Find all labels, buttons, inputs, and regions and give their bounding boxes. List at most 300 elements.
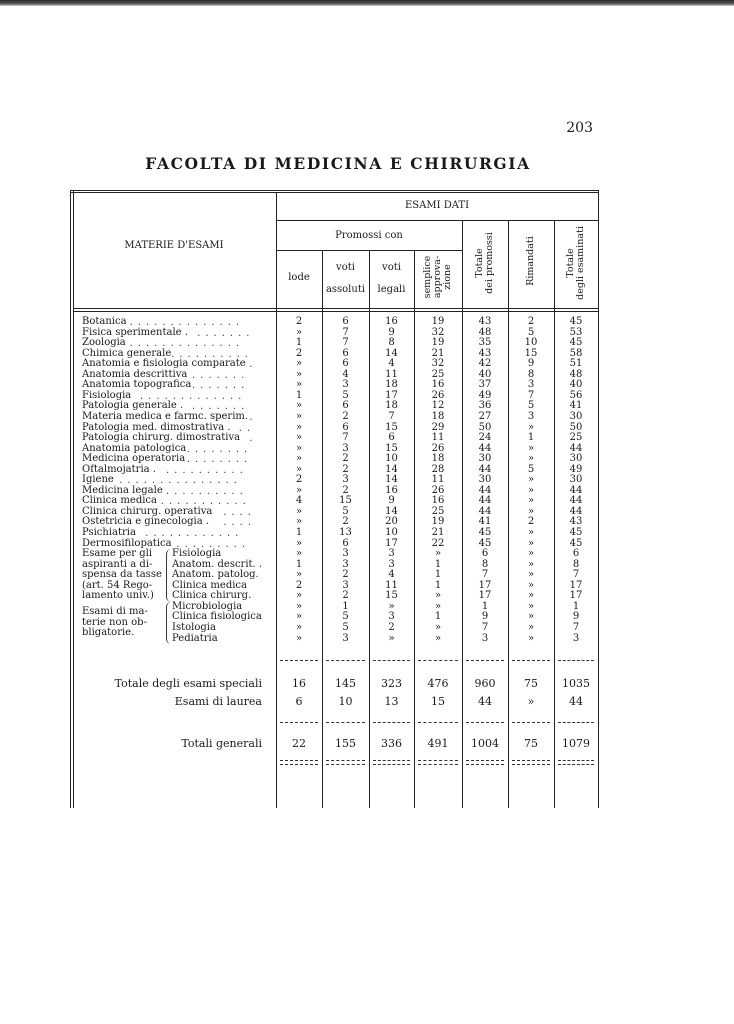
totals-rule [280, 660, 318, 661]
table-cell-ass: 6 [342, 358, 349, 370]
table-cell-leg: 15 [385, 590, 398, 602]
header-voti-assoluti-2: assoluti [325, 284, 366, 295]
table-cell-tot: 8 [481, 558, 489, 570]
table-cell-ass: 7 [342, 337, 349, 349]
table-cell-leg: 6 [388, 432, 395, 444]
totals-cell-sem: 476 [427, 677, 449, 690]
row-subject: Fisica sperimentale . [82, 326, 188, 338]
table-cell-sem: 26 [431, 389, 445, 401]
table-cell-leg: 3 [388, 548, 395, 560]
header-esami-dati: ESAMI DATI [404, 200, 470, 211]
row-subject: Patologia generale . [82, 400, 184, 412]
table-cell-lode: » [295, 600, 303, 612]
row-subject: Pediatria [172, 632, 218, 644]
table-cell-leg: 14 [385, 463, 398, 475]
totals-rule [558, 764, 594, 765]
totals-label: Esami di laurea [174, 695, 262, 708]
totals-rule [558, 660, 594, 661]
totals-cell-lode: 16 [292, 677, 306, 690]
table-cell-esa: 1 [572, 600, 580, 612]
table-cell-sem: » [434, 600, 442, 612]
table-cell-tot: 43 [478, 347, 492, 359]
totals-rule [418, 722, 458, 723]
header-voti-assoluti-1: voti [336, 262, 355, 273]
table-cell-esa: 8 [572, 558, 580, 570]
table-cell-esa: 17 [569, 590, 583, 602]
table-cell-leg: 11 [385, 368, 398, 380]
table-cell-tot: 45 [478, 527, 492, 538]
table-cell-ass: 5 [342, 389, 349, 401]
header-semplice-line: semplice [422, 255, 433, 299]
table-cell-rim: » [527, 548, 535, 560]
header-totale-promossi [475, 223, 495, 303]
table-cell-lode: » [295, 368, 303, 380]
table-cell-sem: 1 [434, 558, 442, 570]
table-cell-rim: » [527, 590, 535, 602]
table-cell-ass: 3 [342, 474, 349, 486]
totals-rule [373, 760, 410, 761]
table-cell-tot: 44 [478, 505, 492, 517]
header-semplice-line: approva- [432, 255, 443, 299]
group-label-facoltative: bligatorie. [82, 627, 135, 639]
table-cell-leg: 2 [388, 621, 395, 633]
leader-dots: .......... [166, 464, 248, 476]
table-cell-sem: 32 [431, 326, 445, 338]
table-cell-esa: 44 [569, 495, 583, 507]
totals-rule [280, 760, 318, 761]
table-cell-sem: 32 [431, 358, 445, 370]
totals-rule [326, 764, 365, 765]
table-cell-lode: 2 [295, 579, 303, 591]
table-cell-tot: 7 [481, 569, 489, 581]
table-cell-lode: » [295, 484, 303, 496]
table-cell-esa: 41 [569, 400, 583, 412]
table-cell-esa: 44 [569, 442, 583, 454]
totals-rule [466, 660, 504, 661]
header-semplice [423, 237, 453, 317]
table-cell-lode: 2 [295, 474, 303, 486]
leader-dots: ....... [192, 380, 250, 392]
table-cell-sem: » [434, 632, 442, 644]
table-cell-rim: » [527, 600, 535, 612]
table-cell-tot: 35 [478, 337, 492, 349]
row-subject: Patologia chirurg. dimostrativa [82, 432, 241, 444]
table-cell-sem: 26 [431, 442, 445, 454]
table-cell-leg: 14 [385, 505, 398, 517]
totals-rule [558, 722, 594, 723]
table-cell-rim: » [527, 474, 535, 486]
table-cell-tot: 9 [481, 611, 489, 623]
table-cell-sem: 16 [431, 379, 445, 391]
table-cell-esa: 40 [569, 379, 583, 391]
leader-dots: .............. [129, 338, 245, 350]
row-subject: Chimica generale [82, 347, 172, 359]
totals-cell-tot: 960 [474, 677, 496, 690]
table-cell-sem: 18 [431, 410, 445, 422]
totals-rule [373, 764, 410, 765]
group-label-aspiranti: lamento univ.) [82, 590, 154, 602]
totals-rule [373, 660, 410, 661]
table-cell-ass: 3 [342, 442, 349, 454]
table-cell-lode: » [295, 537, 303, 549]
table-cell-leg: 11 [385, 579, 398, 591]
table-cell-lode: » [295, 379, 303, 391]
table-cell-esa: 48 [569, 368, 583, 380]
table-cell-leg: 3 [388, 611, 395, 623]
table-cell-sem: 11 [431, 474, 445, 486]
table-cell-leg: 14 [385, 347, 398, 359]
table-cell-rim: » [527, 421, 535, 433]
table-cell-sem: 12 [431, 400, 445, 412]
table-cell-ass: 4 [342, 368, 349, 380]
table-cell-rim: » [527, 442, 535, 454]
table-cell-leg: 16 [385, 484, 398, 496]
table-cell-lode: 2 [295, 347, 303, 359]
table-cell-ass: 6 [342, 421, 349, 433]
table-cell-lode: » [295, 358, 303, 370]
leader-dots: .... [223, 517, 256, 529]
group-label-aspiranti: aspiranti a di- [82, 558, 153, 570]
table-cell-lode: » [295, 632, 303, 644]
leader-dots: .... [223, 506, 256, 518]
brace-aspiranti [166, 549, 171, 602]
leader-dots: . [249, 411, 258, 423]
row-subject: Anatomia e fisiologia comparate [82, 358, 246, 370]
table-cell-esa: 53 [569, 326, 583, 338]
table-cell-rim: » [527, 495, 535, 507]
totals-cell-tot: 44 [478, 695, 492, 708]
row-subject: Botanica [82, 316, 127, 327]
row-subject: Fisiologia [82, 389, 132, 401]
table-cell-esa: 45 [569, 316, 583, 327]
header-rule-esami [276, 220, 598, 221]
table-cell-ass: 3 [342, 558, 349, 570]
table-cell-leg: 10 [385, 453, 398, 465]
table-cell-ass: 6 [342, 537, 349, 549]
leader-dots: .......... [166, 485, 248, 497]
table-cell-lode: » [295, 516, 303, 528]
table-cell-ass: 6 [342, 347, 349, 359]
row-subject: Anatomia descrittiva [82, 368, 188, 380]
table-cell-sem: 1 [434, 569, 442, 581]
scan-top-edge [0, 0, 734, 6]
totals-rule [512, 722, 550, 723]
table-top-border-double [70, 192, 599, 193]
table-cell-ass: 2 [342, 484, 349, 496]
table-cell-leg: 8 [388, 337, 395, 349]
row-subject: Clinica fisiologica [172, 611, 262, 623]
table-cell-tot: 7 [481, 621, 489, 633]
table-cell-leg: 4 [388, 569, 395, 581]
table-cell-tot: 44 [478, 495, 492, 507]
table-cell-ass: 13 [339, 527, 352, 538]
table-cell-tot: 43 [478, 316, 492, 327]
table-cell-tot: 6 [481, 548, 489, 560]
group-label-aspiranti: spensa da tasse [82, 569, 162, 581]
table-cell-esa: 25 [569, 432, 583, 444]
table-cell-rim: » [527, 569, 535, 581]
row-subject: Medicina legale [82, 484, 163, 496]
table-cell-rim: 5 [527, 400, 535, 412]
table-cell-leg: 18 [385, 400, 398, 412]
table-cell-rim: » [527, 537, 535, 549]
table-cell-rim: » [527, 558, 535, 570]
totals-cell-leg: 336 [381, 737, 402, 750]
table-cell-rim: 8 [527, 368, 535, 380]
table-cell-lode: » [295, 421, 303, 433]
table-cell-esa: 30 [569, 474, 583, 486]
table-cell-ass: 2 [342, 453, 349, 465]
table-cell-esa: 56 [569, 389, 583, 401]
totals-rule [512, 760, 550, 761]
header-rimandati-line: Rimandati [525, 236, 536, 286]
page-number: 203 [566, 120, 593, 136]
table-cell-tot: 45 [478, 537, 492, 549]
table-cell-tot: 49 [478, 389, 492, 401]
totals-rule [466, 722, 504, 723]
table-cell-ass: 5 [342, 621, 349, 633]
totals-cell-leg: 323 [381, 677, 402, 690]
table-cell-ass: 5 [342, 505, 349, 517]
table-cell-tot: 3 [481, 632, 489, 644]
table-cell-sem: 1 [434, 611, 442, 623]
totals-cell-esa: 44 [569, 695, 583, 708]
table-cell-sem: 21 [431, 527, 445, 538]
table-cell-leg: 18 [385, 379, 398, 391]
leader-dots: ............ [145, 528, 244, 539]
table-cell-lode: » [295, 442, 303, 454]
table-cell-rim: » [527, 484, 535, 496]
totals-rule [280, 764, 318, 765]
table-cell-leg: » [388, 632, 395, 644]
table-cell-rim: » [527, 453, 535, 465]
header-rimandati [526, 221, 536, 301]
totals-rule [512, 764, 550, 765]
totals-cell-lode: 22 [292, 737, 306, 750]
table-cell-sem: 22 [431, 537, 445, 549]
table-cell-sem: 11 [431, 432, 445, 444]
table-cell-esa: 43 [569, 516, 583, 528]
totals-cell-rim: 75 [524, 677, 538, 690]
totals-cell-rim: 75 [524, 737, 538, 750]
table-cell-leg: 15 [385, 442, 398, 454]
header-totale-promossi-line: dei promossi [484, 232, 495, 294]
row-subject: Clinica chirurg. [172, 590, 252, 602]
table-cell-sem: » [434, 590, 442, 602]
table-cell-esa: 58 [569, 347, 583, 359]
table-cell-ass: 3 [342, 548, 349, 560]
table-cell-rim: 9 [527, 358, 535, 370]
table-cell-rim: » [527, 579, 535, 591]
table-cell-ass: 2 [342, 590, 349, 602]
table-cell-rim: » [527, 611, 535, 623]
leader-dots: ........ [186, 443, 253, 455]
table-cell-tot: 50 [478, 421, 492, 433]
table-cell-esa: 50 [569, 421, 583, 433]
row-subject: Ostetricia e ginecologia . [82, 516, 210, 528]
table-cell-rim: » [527, 621, 535, 633]
row-subject: Zoologia [82, 337, 126, 349]
table-cell-lode: » [295, 611, 303, 623]
brace-facoltative [166, 602, 171, 644]
table-cell-leg: 10 [385, 527, 398, 538]
table-cell-esa: 3 [572, 632, 580, 644]
table-cell-esa: 44 [569, 484, 583, 496]
table-cell-esa: 9 [572, 611, 580, 623]
table-cell-tot: 44 [478, 442, 492, 454]
leader-dots: ....... [192, 401, 250, 413]
header-totale-esaminati-line: Totale [565, 248, 576, 278]
table-cell-leg: 20 [385, 516, 398, 528]
table-left-border-inner [73, 190, 74, 808]
header-totale-esaminati [566, 223, 586, 303]
table-cell-esa: 49 [569, 463, 583, 475]
table-cell-sem: 29 [431, 421, 445, 433]
row-subject: Anatom. patolog. [172, 569, 259, 581]
group-label-facoltative: terie non ob- [82, 616, 147, 628]
table-cell-rim: 2 [527, 516, 535, 528]
table-cell-ass: 2 [342, 516, 349, 528]
header-voti-legali-1: voti [382, 262, 401, 273]
row-subject: Fisiologia [172, 548, 222, 560]
table-cell-lode: » [295, 400, 303, 412]
row-subject: Anatomia topografica [82, 379, 192, 391]
table-cell-lode: 1 [295, 527, 303, 538]
table-cell-tot: 40 [478, 368, 492, 380]
table-cell-lode: » [295, 505, 303, 517]
totals-cell-ass: 10 [338, 695, 353, 708]
table-cell-rim: » [527, 505, 535, 517]
table-cell-sem: 19 [431, 337, 445, 349]
table-cell-ass: 1 [342, 600, 349, 612]
totals-rule [373, 722, 410, 723]
totals-cell-sem: 491 [427, 737, 449, 750]
table-cell-ass: 6 [342, 400, 349, 412]
table-cell-esa: 45 [569, 527, 583, 538]
row-subject: Dermosifilopatica [82, 537, 172, 549]
table-cell-rim: 15 [524, 347, 538, 359]
table-cell-sem: 19 [431, 516, 445, 528]
row-subject: Clinica medica [172, 579, 247, 591]
table-cell-lode: » [295, 590, 303, 602]
table-cell-ass: 5 [342, 611, 349, 623]
totals-rule [418, 764, 458, 765]
leader-dots: .......... [171, 348, 253, 360]
table-cell-sem: 1 [434, 579, 442, 591]
table-cell-lode: » [295, 410, 303, 422]
table-cell-leg: 7 [388, 410, 395, 422]
table-cell-rim: 5 [527, 326, 535, 338]
table-cell-rim: 7 [527, 389, 535, 401]
table-cell-leg: 4 [388, 358, 395, 370]
group-label-aspiranti: (art. 54 Rego- [82, 579, 153, 591]
page-title: FACOLTA DI MEDICINA E CHIRURGIA [145, 154, 531, 173]
table-cell-tot: 1 [481, 600, 489, 612]
table-cell-esa: 51 [569, 358, 583, 370]
leader-dots: . [249, 433, 258, 445]
table-cell-tot: 44 [478, 484, 492, 496]
table-cell-leg: 3 [388, 558, 395, 570]
table-cell-tot: 30 [478, 453, 492, 465]
table-cell-tot: 36 [478, 400, 492, 412]
totals-rule [466, 760, 504, 761]
row-subject: Microbiologia [172, 600, 243, 612]
row-subject: Medicina operatoria [82, 453, 186, 465]
row-subject: Anatomia patologica [82, 442, 187, 454]
totals-cell-esa: 1079 [562, 737, 590, 750]
row-subject: Clinica medica [82, 495, 157, 507]
table-cell-sem: 16 [431, 495, 445, 507]
totals-label: Totali generali [181, 737, 262, 750]
table-cell-leg: 9 [388, 326, 395, 338]
row-subject: Anatom. descrit. . [172, 558, 263, 570]
table-cell-rim: » [527, 527, 535, 538]
table-cell-leg: » [388, 600, 395, 612]
totals-cell-leg: 13 [384, 695, 399, 708]
table-cell-leg: 14 [385, 474, 398, 486]
header-lode: lode [288, 272, 310, 283]
table-cell-tot: 30 [478, 474, 492, 486]
table-cell-rim: 3 [527, 410, 535, 422]
table-cell-tot: 24 [478, 432, 492, 444]
table-cell-sem: 28 [431, 463, 445, 475]
table-cell-ass: 2 [342, 463, 349, 475]
table-cell-esa: 17 [569, 579, 583, 591]
table-cell-leg: 9 [388, 495, 395, 507]
leader-dots: ........... [160, 496, 251, 508]
table-cell-sem: » [434, 621, 442, 633]
row-subject: Psichiatria [82, 527, 136, 538]
table-cell-sem: 25 [431, 368, 445, 380]
table-cell-esa: 30 [569, 453, 583, 465]
table-cell-tot: 17 [478, 579, 492, 591]
totals-cell-ass: 155 [335, 737, 356, 750]
table-cell-lode: » [295, 432, 303, 444]
totals-rule [512, 660, 550, 661]
table-cell-tot: 27 [478, 410, 492, 422]
table-right-border [598, 190, 599, 808]
table-cell-sem: » [434, 548, 442, 560]
totals-cell-tot: 1004 [471, 737, 499, 750]
totals-rule [466, 764, 504, 765]
row-subject: Clinica chirurg. operativa [82, 505, 213, 517]
header-voti-legali-2: legali [377, 284, 406, 295]
table-cell-lode: » [295, 548, 303, 560]
totals-rule [326, 660, 365, 661]
table-cell-rim: 10 [524, 337, 538, 349]
table-cell-lode: » [295, 569, 303, 581]
table-cell-rim: 3 [527, 379, 535, 391]
leader-dots: ....... [192, 369, 250, 381]
table-cell-esa: 6 [572, 548, 580, 560]
table-cell-ass: 2 [342, 569, 349, 581]
table-cell-rim: 2 [527, 316, 535, 327]
header-materie: MATERIE D'ESAMI [124, 240, 224, 251]
leader-dots: ............. [140, 390, 247, 402]
table-cell-esa: 7 [572, 621, 580, 633]
table-cell-sem: 18 [431, 453, 445, 465]
table-cell-sem: 21 [431, 347, 445, 359]
totals-rule [418, 660, 458, 661]
header-promossi-con: Promossi con [335, 230, 403, 241]
table-cell-ass: 15 [339, 495, 352, 507]
table-cell-lode: » [295, 621, 303, 633]
table-cell-leg: 15 [385, 421, 398, 433]
table-cell-tot: 41 [478, 516, 492, 528]
totals-rule [558, 760, 594, 761]
table-cell-ass: 3 [342, 579, 349, 591]
table-cell-sem: 26 [431, 484, 445, 496]
